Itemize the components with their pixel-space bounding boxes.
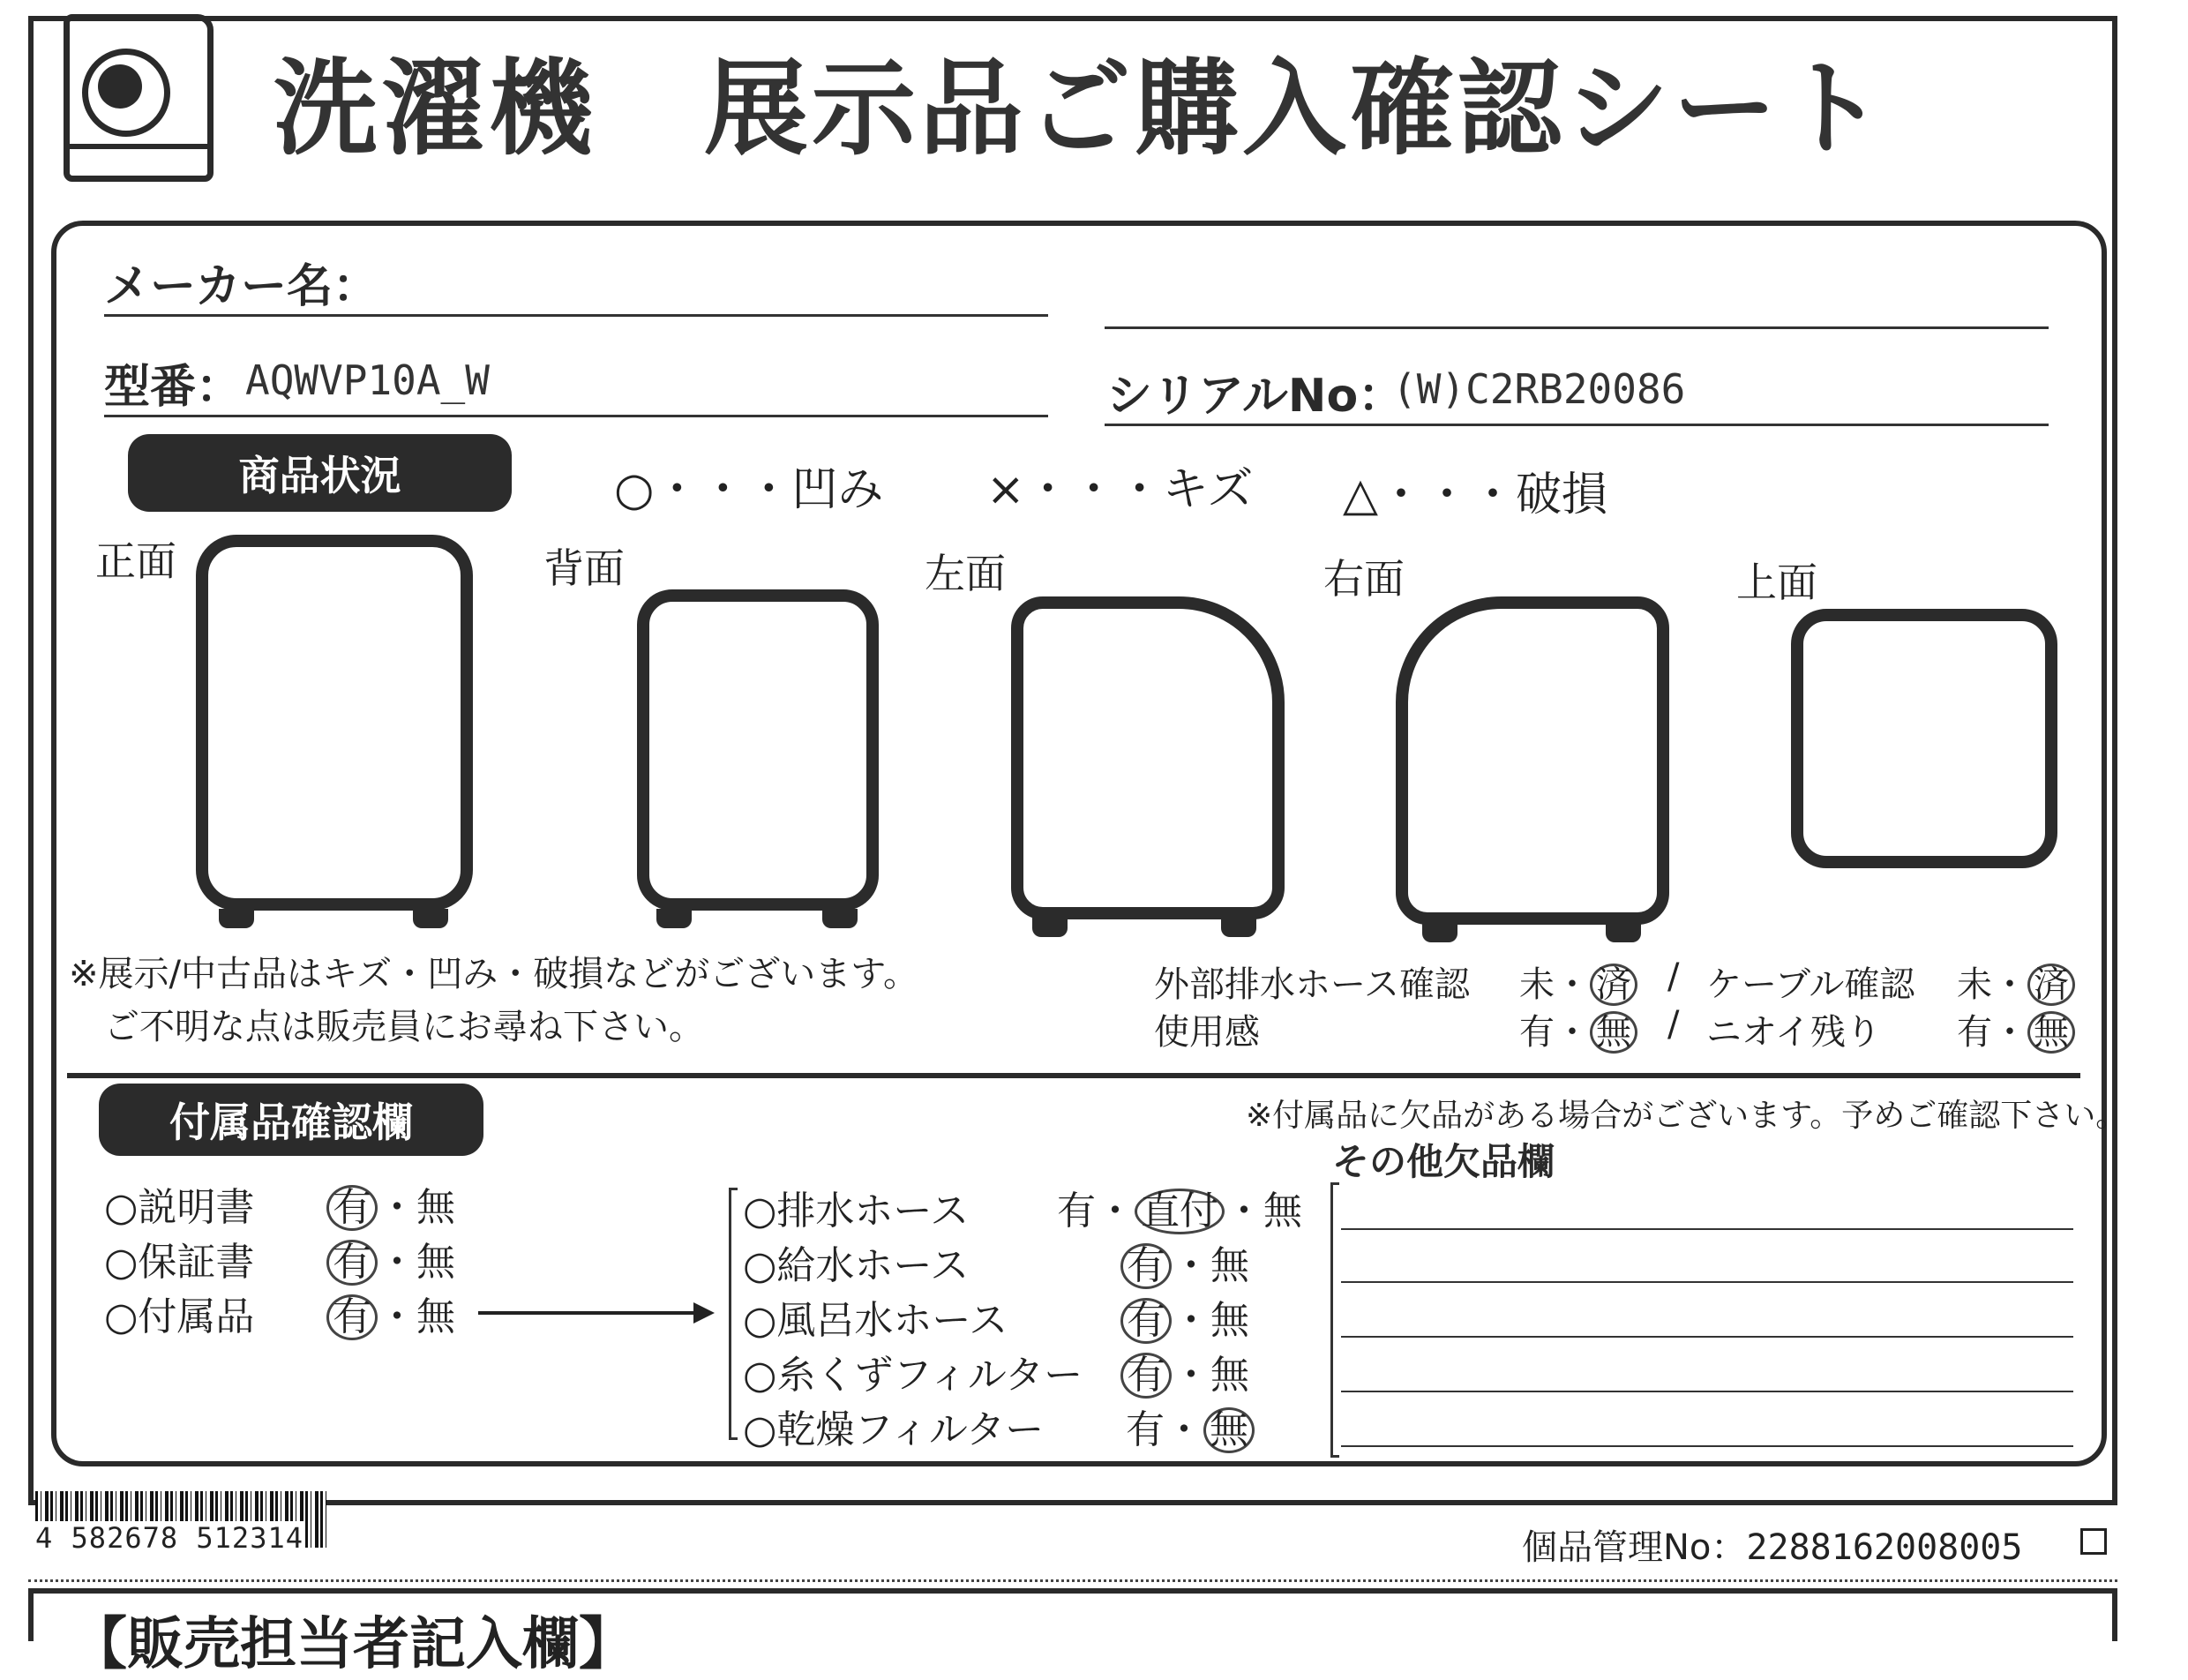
acc-dry-filter-no: 無: [1203, 1407, 1255, 1453]
acc-dot: ・: [1225, 1189, 1263, 1234]
other-missing-line[interactable]: [1341, 1445, 2073, 1447]
acc-dot: ・: [1172, 1243, 1210, 1288]
acc-bath-hose-options: [1120, 1288, 1249, 1345]
management-number: [1522, 1519, 2022, 1570]
acc-accessory-label: ○付属品: [104, 1294, 255, 1339]
accessories-notice: ※付属品に欠品がある場合がございます。予めご確認下さい。: [1246, 1098, 2128, 1134]
acc-dot: ・: [1172, 1353, 1210, 1398]
back-foot-left: [656, 909, 692, 928]
acc-warranty-options: [326, 1230, 455, 1286]
diagram-front: [196, 535, 473, 911]
condition-note-1: ※展示/中古品はキズ・凹み・破損などがございます。: [69, 954, 918, 994]
acc-manual-options: [326, 1175, 455, 1232]
diagram-back: [637, 589, 879, 911]
left-foot-left: [1032, 918, 1068, 937]
acc-manual-no: 無: [416, 1185, 455, 1230]
sales-staff-title: 【販売担当者記入欄】: [71, 1612, 635, 1677]
acc-supply-hose-options: [1120, 1234, 1249, 1290]
right-outline: [1396, 596, 1669, 925]
serial-underline: [1105, 424, 2049, 426]
acc-accessory-yes: 有: [326, 1294, 378, 1340]
check-odor-label: ニオイ残り: [1706, 1012, 1881, 1053]
face-label-front: 正面: [95, 537, 176, 585]
acc-dry-filter-yes: 有: [1126, 1407, 1165, 1452]
check-odor-opt2: 無: [2027, 1011, 2075, 1054]
acc-drain-hose-direct: 直付: [1135, 1189, 1225, 1234]
acc-bath-hose-label: ○風呂水ホース: [743, 1298, 1008, 1343]
acc-lint-filter-yes: 有: [1120, 1353, 1172, 1399]
acc-warranty-yes: 有: [326, 1240, 378, 1286]
checkbox-square[interactable]: [2080, 1528, 2107, 1555]
check-dot: ・: [1555, 964, 1590, 1005]
legend-dent: ○・・・凹み: [614, 463, 884, 516]
model-underline: [104, 415, 1048, 417]
check-dot: ・: [1992, 964, 2027, 1005]
acc-dry-filter-options: [1126, 1398, 1255, 1454]
face-label-back: 背面: [543, 544, 625, 592]
other-missing-line[interactable]: [1341, 1228, 2073, 1230]
check-dot: ・: [1992, 1012, 2027, 1053]
check-odor-options: [1957, 1004, 2075, 1054]
acc-accessory-no: 無: [416, 1294, 455, 1339]
maker-right-underline: [1105, 326, 2049, 329]
check-odor-opt1: 有: [1957, 1012, 1992, 1053]
check-dot: ・: [1555, 1012, 1590, 1053]
acc-supply-hose-no: 無: [1210, 1243, 1249, 1288]
other-missing-line[interactable]: [1341, 1281, 2073, 1283]
left-outline: [1011, 596, 1285, 919]
check-cable-opt2: 済: [2027, 964, 2075, 1006]
acc-supply-hose-label: ○給水ホース: [743, 1243, 970, 1288]
acc-lint-filter-no: 無: [1210, 1353, 1249, 1398]
acc-drain-hose-no: 無: [1263, 1189, 1302, 1234]
acc-drain-hose-yes: 有: [1057, 1189, 1096, 1234]
check-slash-1: /: [1667, 956, 1680, 997]
footer-dotted-line: [28, 1579, 2117, 1582]
serial-label: シリアルNo：: [1106, 370, 1405, 423]
diagram-right: [1396, 596, 1669, 925]
check-cable-opt1: 未: [1957, 964, 1992, 1005]
acc-warranty-no: 無: [416, 1240, 455, 1285]
front-foot-right: [413, 909, 448, 928]
serial-value: (W)C2RB20086: [1392, 365, 1686, 413]
check-cable-label: ケーブル確認: [1706, 964, 1915, 1005]
accessory-bracket: [729, 1188, 738, 1440]
front-outline: [196, 535, 473, 911]
check-usage-label: 使用感: [1154, 1012, 1260, 1053]
check-usage-opt2: 無: [1590, 1011, 1637, 1054]
acc-manual-label: ○説明書: [104, 1185, 255, 1230]
check-drain-hose-opt1: 未: [1519, 964, 1555, 1005]
drum-center: [98, 64, 142, 109]
check-drain-hose-options: [1519, 956, 1637, 1007]
model-value: AQWVP10A_W: [245, 356, 490, 404]
acc-bath-hose-yes: 有: [1120, 1298, 1172, 1344]
other-missing-title: その他欠品欄: [1332, 1140, 1555, 1183]
back-foot-right: [822, 909, 858, 928]
check-drain-hose-opt2: 済: [1590, 964, 1637, 1006]
accessories-badge: 付属品確認欄: [99, 1084, 483, 1156]
acc-accessory-options: [326, 1285, 455, 1341]
right-foot-left: [1422, 923, 1457, 942]
acc-bath-hose-no: 無: [1210, 1298, 1249, 1343]
acc-dot: ・: [378, 1294, 416, 1339]
legend-scratch: ×・・・キズ: [986, 463, 1254, 516]
barcode-number: 4 582678 512314: [35, 1521, 303, 1555]
washing-machine-icon: [64, 14, 214, 182]
back-outline: [637, 589, 879, 911]
front-foot-left: [219, 909, 254, 928]
acc-warranty-label: ○保証書: [104, 1240, 255, 1285]
check-slash-2: /: [1667, 1004, 1680, 1045]
section-divider: [67, 1073, 2080, 1078]
acc-dry-filter-label: ○乾燥フィルター: [743, 1407, 1045, 1452]
condition-badge: 商品状況: [128, 434, 512, 512]
right-foot-right: [1606, 923, 1641, 942]
acc-dot: ・: [1172, 1298, 1210, 1343]
top-outline: [1791, 609, 2057, 868]
arrow-icon: [478, 1295, 716, 1331]
other-missing-line[interactable]: [1341, 1336, 2073, 1338]
check-usage-options: [1519, 1004, 1637, 1054]
acc-drain-hose-options: [1057, 1179, 1302, 1235]
check-drain-hose-label: 外部排水ホース確認: [1154, 964, 1470, 1005]
maker-label: メーカー名：: [104, 260, 378, 313]
diagram-top: [1791, 609, 2057, 868]
logo-base-line: [70, 144, 207, 149]
condition-note-2: ご不明な点は販売員にお尋ね下さい。: [104, 1007, 704, 1047]
acc-manual-yes: 有: [326, 1185, 378, 1231]
diagram-left: [1011, 596, 1285, 919]
face-label-left: 左面: [925, 550, 1006, 597]
acc-lint-filter-options: [1120, 1343, 1249, 1399]
check-cable-options: [1957, 956, 2075, 1007]
other-missing-bracket: [1330, 1182, 1339, 1458]
acc-dot: ・: [1096, 1189, 1135, 1234]
face-label-top: 上面: [1736, 559, 1817, 606]
left-foot-right: [1221, 918, 1256, 937]
acc-lint-filter-label: ○糸くずフィルター: [743, 1353, 1083, 1398]
legend-damage: △・・・破損: [1343, 469, 1607, 521]
maker-underline: [104, 314, 1048, 317]
acc-dot: ・: [378, 1240, 416, 1285]
other-missing-line[interactable]: [1341, 1391, 2073, 1392]
management-value: 2288162008005: [1746, 1527, 2023, 1568]
face-label-right: 右面: [1323, 555, 1405, 603]
sheet-title: 洗濯機 展示品ご購入確認シート: [274, 48, 1889, 169]
acc-dot: ・: [378, 1185, 416, 1230]
management-label: 個品管理No：: [1522, 1527, 1747, 1568]
acc-dot: ・: [1165, 1407, 1203, 1452]
acc-drain-hose-label: ○排水ホース: [743, 1189, 970, 1234]
acc-supply-hose-yes: 有: [1120, 1243, 1172, 1289]
check-usage-opt1: 有: [1519, 1012, 1555, 1053]
model-label: 型番：: [104, 361, 243, 414]
